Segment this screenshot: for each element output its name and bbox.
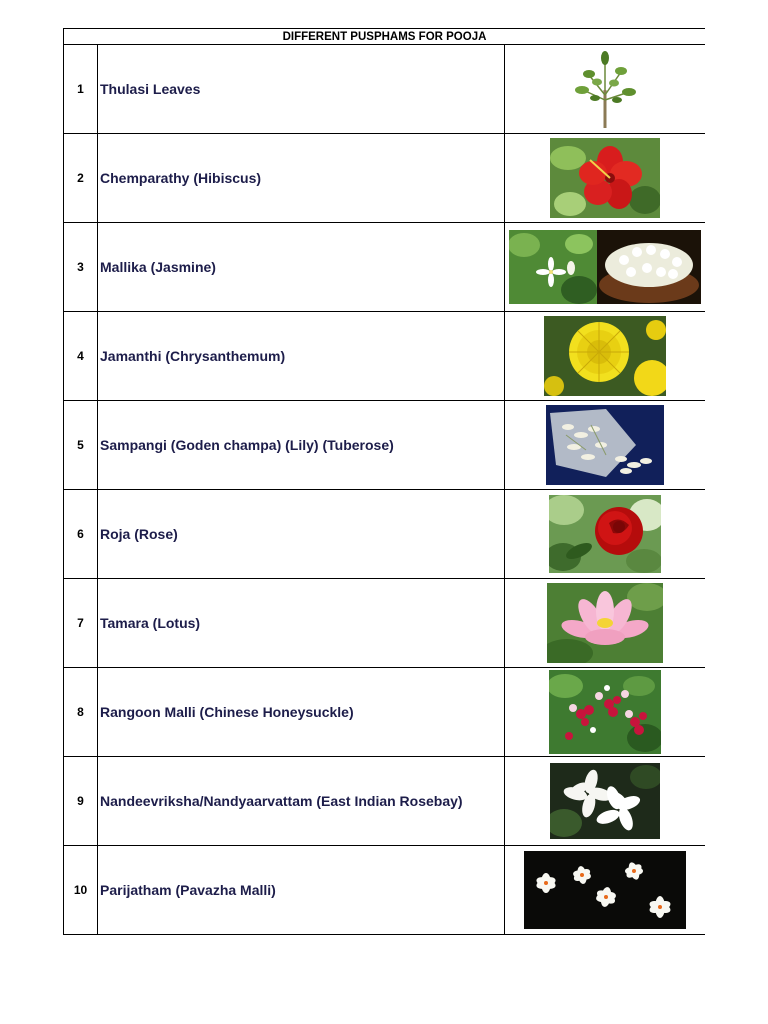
row-number: 1 (64, 45, 98, 133)
table-title: DIFFERENT PUSPHAMS FOR POOJA (63, 28, 705, 45)
hibiscus-photo (550, 138, 660, 218)
row-number: 6 (64, 490, 98, 578)
tulsi-leaves-photo (569, 50, 641, 128)
table-row (63, 134, 705, 223)
row-number: 9 (64, 757, 98, 845)
table-row (63, 668, 705, 757)
flower-name: Roja (Rose) (98, 490, 505, 578)
tuberose-photo (546, 405, 664, 485)
table-row (63, 45, 705, 134)
row-number: 5 (64, 401, 98, 489)
flower-name: Nandeevriksha/Nandyaarvattam (East Indian Rosebay) (98, 757, 505, 845)
row-number: 4 (64, 312, 98, 400)
row-number: 10 (64, 846, 98, 934)
row-number: 2 (64, 134, 98, 222)
table-row (63, 312, 705, 401)
flower-name: Mallika (Jasmine) (98, 223, 505, 311)
flower-name: Parijatham (Pavazha Malli) (98, 846, 505, 934)
flower-name: Sampangi (Goden champa) (Lily) (Tuberose) (98, 401, 505, 489)
table-row (63, 846, 705, 935)
row-number: 7 (64, 579, 98, 667)
row-number: 8 (64, 668, 98, 756)
rosebay-photo (550, 763, 660, 839)
parijatham-photo (524, 851, 686, 929)
jasmine-photo (509, 230, 701, 304)
table-row (63, 757, 705, 846)
table-row (63, 401, 705, 490)
table-row (63, 223, 705, 312)
rose-photo (549, 495, 661, 573)
flower-name: Chemparathy (Hibiscus) (98, 134, 505, 222)
flower-name: Jamanthi (Chrysanthemum) (98, 312, 505, 400)
flower-name: Rangoon Malli (Chinese Honeysuckle) (98, 668, 505, 756)
pushpham-table (63, 28, 705, 935)
row-number: 3 (64, 223, 98, 311)
chrysanthemum-photo (544, 316, 666, 396)
flower-name: Thulasi Leaves (98, 45, 505, 133)
honeysuckle-photo (549, 670, 661, 754)
flower-name: Tamara (Lotus) (98, 579, 505, 667)
lotus-photo (547, 583, 663, 663)
table-row (63, 579, 705, 668)
table-row (63, 490, 705, 579)
